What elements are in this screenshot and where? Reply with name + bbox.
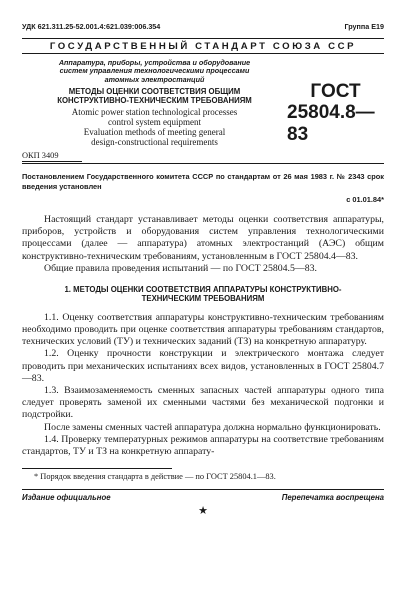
- paragraph-1-3: 1.3. Взаимозаменяемость сменных запасных частей аппаратуры одного типа следует проверять заменой их сменными частями без механической подгонки и подстройки.: [22, 385, 384, 421]
- paragraph-1-1: 1.1. Оценку соответствия аппаратуры конструктивно-техническим требованиям необходимо проводить при оценке соответствия аппаратуры требованиям стандартов, технических условий (ТУ) и технических заданий (ТЗ) на конкретную аппаратуру.: [22, 311, 384, 348]
- subject-line: систем управления технологическими процессами: [59, 66, 250, 76]
- method-title: [22, 87, 287, 105]
- section-title: [22, 285, 384, 304]
- title-left: [22, 59, 287, 147]
- group-code: Группа Е19: [344, 22, 384, 31]
- title-block: [22, 59, 384, 147]
- star-icon: ★: [198, 505, 208, 518]
- document-page: [22, 22, 384, 517]
- footnote: * Порядок введения стандарта в действие — по ГОСТ 25804.1—83.: [34, 472, 276, 482]
- gost-label: ГОСТ: [310, 81, 361, 103]
- intro-paragraph: Настоящий стандарт устанавливает методы оценки соответствия аппаратуры, приборов, устройств и оборудования систем управления технологическими процессами (далее — аппаратура) атомных электростанций (АЭС) общим конструктивно-техническим требованиям, установленным в ГОСТ 25804.4—83.: [22, 214, 384, 262]
- method-line: КОНСТРУКТИВНО-ТЕХНИЧЕСКИМ ТРЕБОВАНИЯМ: [57, 96, 252, 106]
- title-divider: [22, 163, 384, 164]
- footnote-divider: [22, 468, 172, 469]
- method-line: МЕТОДЫ ОЦЕНКИ СООТВЕТСТВИЯ ОБЩИМ: [68, 87, 241, 97]
- english-line: Atomic power station technological processes: [71, 107, 238, 118]
- okp-code: ОКП 3409: [22, 151, 82, 162]
- gost-designation: [287, 81, 384, 147]
- subject-line: Аппаратура, приборы, устройства и оборудование: [58, 58, 251, 67]
- general-paragraph: Общие правила проведения испытаний — по ГОСТ 25804.5—83.: [44, 262, 317, 274]
- header-line: [22, 22, 384, 34]
- english-title: [22, 107, 287, 147]
- reprint-prohibited: Перепечатка воспрещена: [281, 493, 384, 503]
- section-title-line: ТЕХНИЧЕСКИМ ТРЕБОВАНИЯМ: [141, 294, 265, 304]
- english-line: Evaluation methods of meeting general: [83, 127, 226, 138]
- standard-title: ГОСУДАРСТВЕННЫЙ СТАНДАРТ СОЮЗА ССР: [22, 38, 384, 54]
- paragraph-1-4: 1.4. Проверку температурных режимов аппаратуры на соответствие требованиям стандартов, ТУ и ТЗ на конкретную аппарату-: [22, 433, 384, 458]
- paragraph-1-3b: После замены сменных частей аппаратура должна нормально функционировать.: [44, 421, 381, 433]
- paragraph-1-2: 1.2. Оценку прочности конструкции и электрического монтажа следует проводить при механических испытаниях всех видов, установленных в ГОСТ 25804.7—83.: [22, 348, 384, 384]
- english-line: design-constructional requirements: [91, 137, 218, 148]
- subject-line: атомных электростанций: [104, 74, 205, 84]
- footer-line: [22, 493, 384, 502]
- udk-code: УДК 621.311.25-52.001.4:621.039:006.354: [22, 22, 161, 31]
- section-title-line: 1. МЕТОДЫ ОЦЕНКИ СООТВЕТСТВИЯ АППАРАТУРЫ КОНСТРУКТИВНО-: [64, 285, 342, 295]
- footer-divider: [22, 489, 384, 490]
- effective-date: с 01.01.84*: [346, 195, 384, 205]
- official-edition: Издание официальное: [22, 493, 111, 503]
- english-line: control system equipment: [108, 117, 201, 128]
- subject-title: [22, 59, 287, 84]
- document-body: [22, 214, 384, 458]
- decree-text: Постановлением Государственного комитета СССР по стандартам от 26 мая 1983 г. № 2343 срок введения установлен: [22, 172, 384, 191]
- gost-number: 25804.8—83: [287, 102, 375, 146]
